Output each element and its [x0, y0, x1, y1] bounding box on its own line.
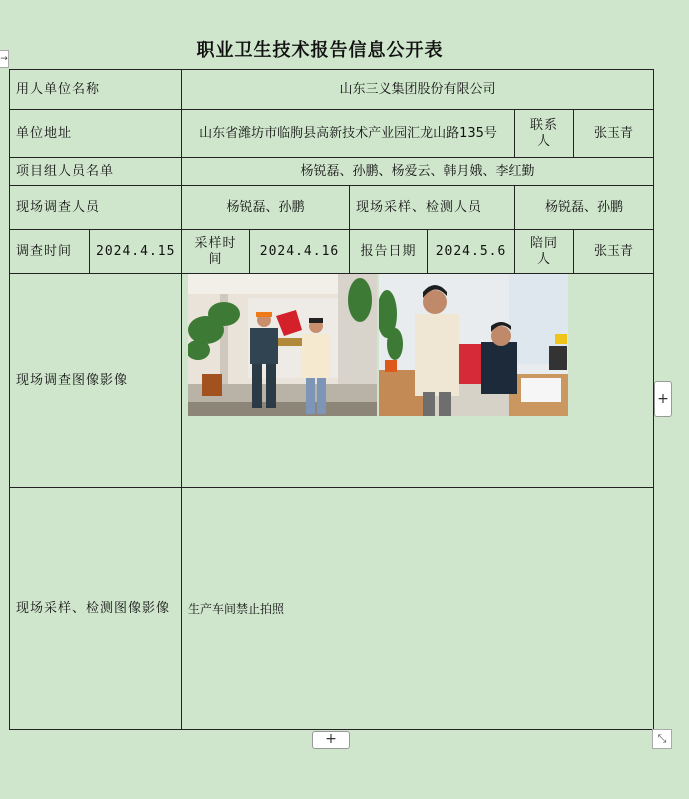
sampling-staff-value: 杨锐磊、孙鹏	[515, 186, 654, 230]
address-value: 山东省潍坊市临朐县高新技术产业园汇龙山路135号	[182, 110, 515, 158]
sampling-time-value: 2024.4.16	[250, 230, 350, 274]
page-title: 职业卫生技术报告信息公开表	[196, 40, 444, 61]
survey-images-label: 现场调查图像影像	[10, 274, 182, 488]
report-date-label: 报告日期	[350, 230, 428, 274]
add-row-button[interactable]: +	[312, 731, 350, 749]
survey-photos	[188, 274, 653, 416]
team-label: 项目组人员名单	[10, 158, 182, 186]
survey-time-label: 调查时间	[10, 230, 90, 274]
row-sampling-images	[10, 488, 654, 730]
survey-photo-office	[379, 274, 568, 416]
survey-staff-label: 现场调查人员	[10, 186, 182, 230]
sampling-images-label: 现场采样、检测图像影像	[10, 488, 182, 730]
row-employer	[10, 70, 654, 110]
employer-value: 山东三义集团股份有限公司	[182, 70, 654, 110]
employer-label: 用人单位名称	[10, 70, 182, 110]
info-table	[9, 69, 654, 730]
row-team	[10, 158, 654, 186]
left-handle[interactable]: →	[0, 50, 9, 68]
team-value: 杨锐磊、孙鹏、杨爱云、韩月娥、李红勤	[182, 158, 654, 186]
add-column-button[interactable]: +	[654, 381, 672, 417]
row-staff	[10, 186, 654, 230]
survey-time-value: 2024.4.15	[90, 230, 182, 274]
survey-images-cell	[182, 274, 654, 488]
survey-staff-value: 杨锐磊、孙鹏	[182, 186, 350, 230]
row-address	[10, 110, 654, 158]
escort-label: 陪同人	[515, 230, 574, 274]
report-date-value: 2024.5.6	[428, 230, 515, 274]
row-survey-images	[10, 274, 654, 488]
contact-value: 张玉青	[574, 110, 654, 158]
contact-label: 联系人	[515, 110, 574, 158]
sampling-staff-label: 现场采样、检测人员	[350, 186, 515, 230]
resize-handle-icon[interactable]: ⤡	[652, 729, 672, 749]
survey-photo-lobby	[188, 274, 377, 416]
sampling-time-label: 采样时间	[182, 230, 250, 274]
row-dates	[10, 230, 654, 274]
sampling-images-note: 生产车间禁止拍照	[182, 488, 654, 730]
address-label: 单位地址	[10, 110, 182, 158]
escort-value: 张玉青	[574, 230, 654, 274]
